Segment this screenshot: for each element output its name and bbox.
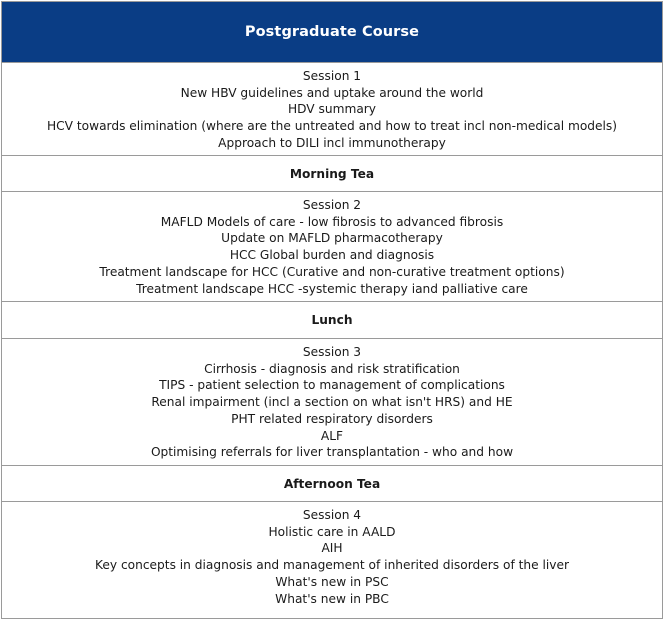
session-4-block [2,501,662,618]
session-heading: Session 3 [302,345,362,359]
session-item: MAFLD Models of care - low fibrosis to advanced fibrosis [160,214,504,229]
session-item: PHT related respiratory disorders [231,411,433,426]
session-item: Approach to DILI incl immunotherapy [218,135,446,150]
session-item: AIH [321,541,343,556]
session-item: Treatment landscape HCC -systemic therapy iand palliative care [136,281,528,296]
session-item: Holistic care in AALD [268,524,396,539]
session-item: What's new in PBC [275,591,389,606]
session-item: HCC Global burden and diagnosis [229,248,435,263]
session-item: Key concepts in diagnosis and management of inherited disorders of the liver [95,558,569,573]
session-item: HCV towards elimination (where are the untreated and how to treat incl non-medical models) [46,119,618,134]
session-item: Optimising referrals for liver transplantation - who and how [150,445,514,460]
session-item: Treatment landscape for HCC (Curative and non-curative treatment options) [99,264,565,279]
session-item: What's new in PSC [275,574,389,589]
course-title: Postgraduate Course [2,2,662,62]
break-afternoon-tea: Afternoon Tea [2,465,662,501]
break-morning-tea: Morning Tea [2,155,662,191]
session-item: Renal impairment (incl a section on what isn't HRS) and HE [151,395,513,410]
session-heading: Session 4 [302,508,362,522]
session-item: HDV summary [287,102,377,117]
session-item: TIPS - patient selection to management of complications [159,378,505,393]
session-3-block [2,338,662,465]
break-lunch: Lunch [2,301,662,338]
session-item: ALF [320,428,344,443]
session-heading: Session 2 [302,198,362,212]
session-item: New HBV guidelines and uptake around the world [180,85,484,100]
course-program-table [1,1,663,619]
session-2-block [2,191,662,301]
session-1-block [2,62,662,155]
session-item: Update on MAFLD pharmacotherapy [221,231,443,246]
session-heading: Session 1 [302,69,362,83]
session-item: Cirrhosis - diagnosis and risk stratification [204,361,460,376]
